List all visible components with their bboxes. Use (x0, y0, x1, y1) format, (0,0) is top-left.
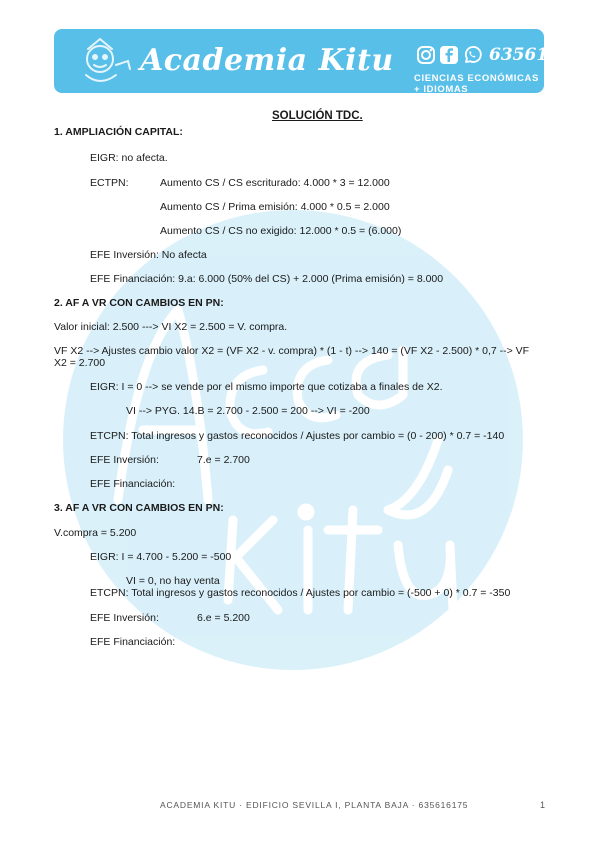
s3-efe-financiacion: EFE Financiación: (90, 636, 176, 648)
s2-valor-inicial: Valor inicial: 2.500 ---> VI X2 = 2.500 = V. compra. (54, 321, 288, 333)
s3-eigr: EIGR: I = 4.700 - 5.200 = -500 (90, 551, 232, 563)
s3-efe-inversion-label: EFE Inversión: (90, 612, 159, 624)
s2-efe-inversion-label: EFE Inversión: (90, 454, 159, 466)
brand-name: Academia Kitu (140, 43, 394, 78)
section-1-heading: 1. AMPLIACIÓN CAPITAL: (54, 126, 183, 138)
s1-eigr: EIGR: no afecta. (90, 152, 168, 164)
tagline: CIENCIAS ECONÓMICAS + IDIOMAS (414, 73, 539, 95)
section-2-heading: 2. AF A VR CON CAMBIOS EN PN: (54, 297, 224, 309)
s1-efe-inversion: EFE Inversión: No afecta (90, 249, 207, 261)
document-title: SOLUCIÓN TDC. (272, 110, 363, 122)
s2-eigr: EIGR: I = 0 --> se vende por el mismo importe que cotizaba a finales de X2. (90, 381, 443, 393)
page-footer: ACADEMIA KITU · EDIFICIO SEVILLA I, PLANTA BAJA · 635616175 (160, 800, 469, 810)
page-number: 1 (540, 800, 546, 810)
s1-efe-financiacion: EFE Financiación: 9.a: 6.000 (50% del CS) + 2.000 (Prima emisión) = 8.000 (90, 273, 444, 285)
s2-efe-inversion-value: 7.e = 2.700 (197, 454, 250, 466)
s1-ectpn-line-1: Aumento CS / CS escriturado: 4.000 * 3 = 12.000 (160, 177, 390, 189)
s3-efe-inversion-value: 6.e = 5.200 (197, 612, 250, 624)
s1-ectpn-line-2: Aumento CS / Prima emisión: 4.000 * 0.5 = 2.000 (160, 201, 390, 213)
s3-etcpn: ETCPN: Total ingresos y gastos reconocidos / Ajustes por cambio = (-500 + 0) * 0.7 = -350 (90, 587, 511, 599)
s2-vi: VI --> PYG. 14.B = 2.700 - 2.500 = 200 --> VI = -200 (126, 405, 370, 417)
s3-vi: VI = 0, no hay venta (126, 575, 220, 587)
s2-etcpn: ETCPN: Total ingresos y gastos reconocidos / Ajustes por cambio = (0 - 200) * 0.7 = -140 (90, 430, 505, 442)
s2-vf-line-1: VF X2 --> Ajustes cambio valor X2 = (VF X2 - v. compra) * (1 - t) --> 140 = (VF X2 - 2.500) * 0,7 --> VF (54, 345, 530, 357)
section-3-heading: 3. AF A VR CON CAMBIOS EN PN: (54, 502, 224, 514)
s1-ectpn-line-3: Aumento CS / CS no exigido: 12.000 * 0.5 = (6.000) (160, 225, 402, 237)
phone-number: 635616175 (489, 45, 596, 65)
s2-efe-financiacion: EFE Financiación: (90, 478, 176, 490)
s2-vf-line-2: X2 = 2.700 (54, 357, 106, 369)
s3-vcompra: V.compra = 5.200 (54, 527, 137, 539)
s1-ectpn-label: ECTPN: (90, 177, 129, 189)
